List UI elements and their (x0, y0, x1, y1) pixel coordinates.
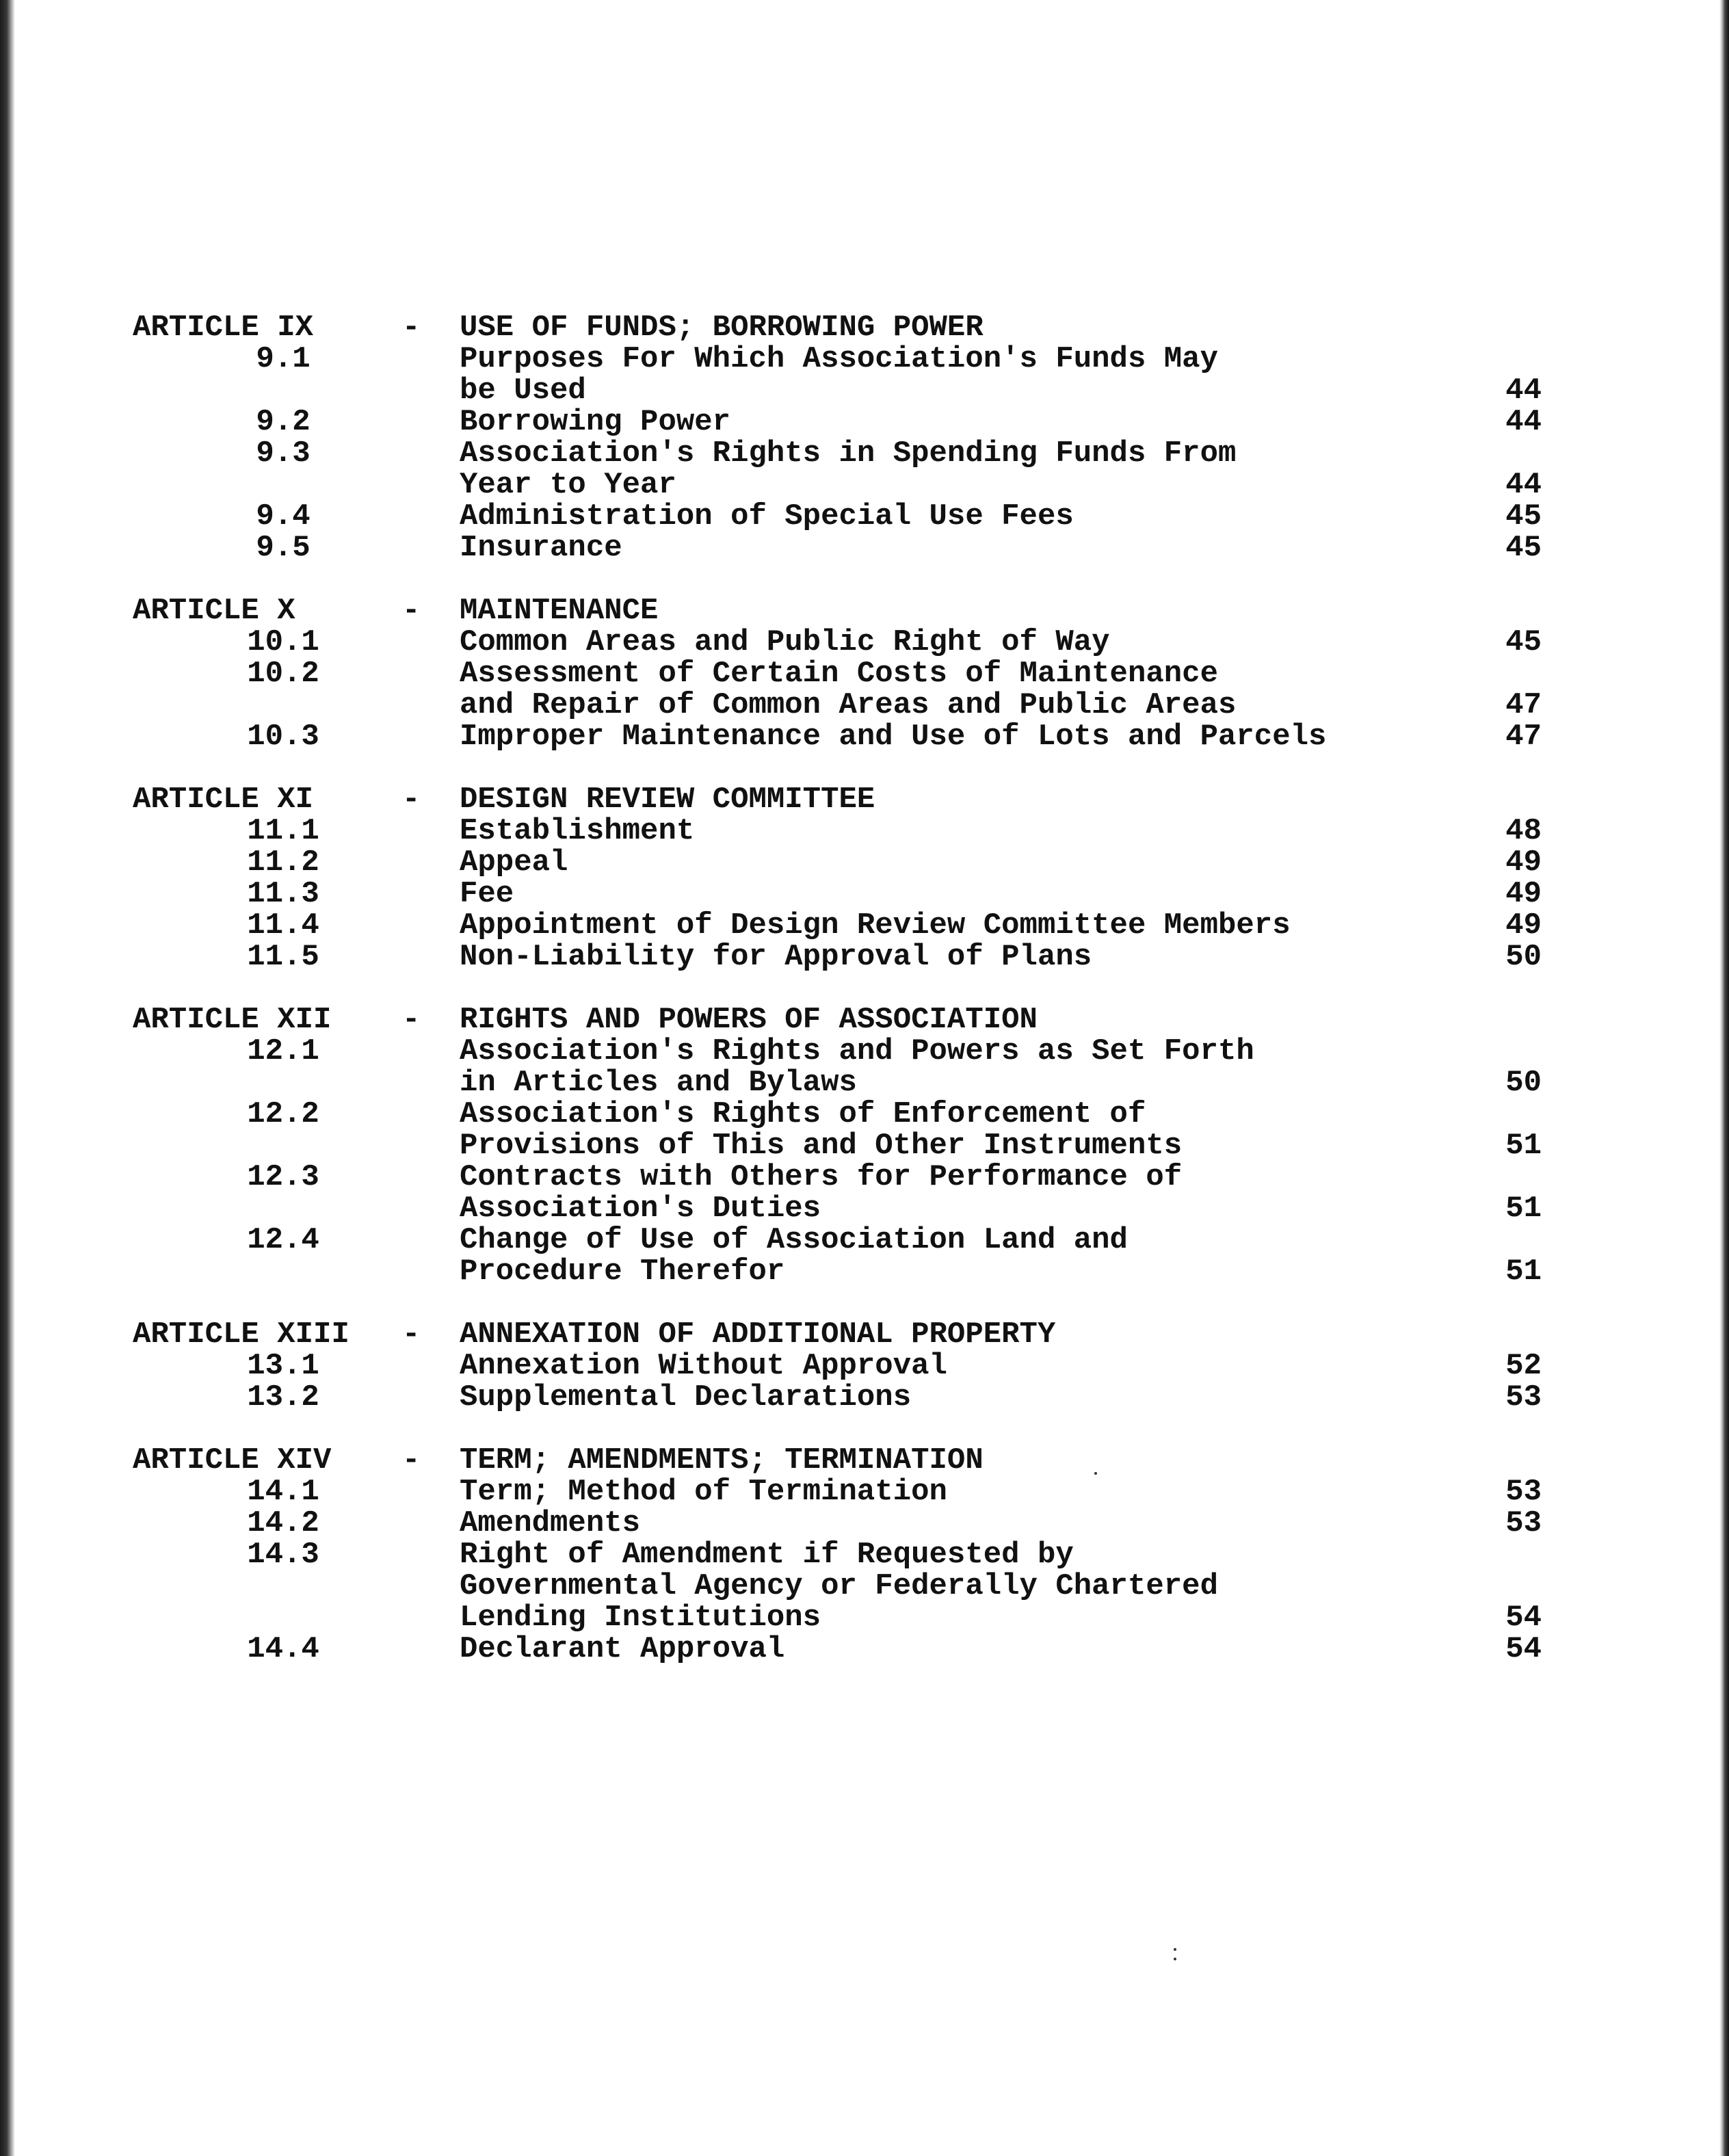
page-number: 45 (1505, 499, 1542, 534)
section-number: 11.5 (247, 940, 319, 974)
page-number: 49 (1505, 908, 1542, 943)
scan-speck (1174, 1958, 1176, 1960)
section-title: Supplemental Declarations (460, 1380, 912, 1415)
section-title: Amendments (460, 1506, 641, 1540)
section-row (133, 878, 1542, 910)
section-row (133, 1067, 1542, 1099)
section-number: 9.4 (256, 499, 311, 534)
section-row (133, 627, 1542, 658)
toc-article (133, 595, 1542, 752)
article-heading (133, 1004, 1542, 1036)
table-of-contents (133, 312, 1542, 1696)
section-number: 14.4 (247, 1632, 319, 1666)
article-label: ARTICLE XIV (133, 1443, 332, 1477)
article-title: USE OF FUNDS; BORROWING POWER (460, 311, 984, 345)
section-row (133, 1633, 1542, 1665)
page-number: 49 (1505, 877, 1542, 911)
section-title: Procedure Therefor (460, 1254, 785, 1289)
article-dash: - (402, 1443, 421, 1477)
section-row (133, 1602, 1542, 1633)
section-number: 10.1 (247, 625, 319, 659)
section-row (133, 532, 1542, 564)
section-row (133, 1161, 1542, 1193)
article-dash: - (402, 311, 421, 345)
article-label: ARTICLE XI (133, 783, 314, 817)
section-title: Assessment of Certain Costs of Maintenance (460, 657, 1218, 691)
page-number: 51 (1505, 1192, 1542, 1226)
section-number: 14.1 (247, 1475, 319, 1509)
section-title: Appointment of Design Review Committee Members (460, 908, 1291, 943)
page-number: 44 (1505, 373, 1542, 408)
scan-edge-left (0, 0, 15, 2156)
section-title: and Repair of Common Areas and Public Areas (460, 688, 1237, 722)
section-row (133, 1350, 1542, 1382)
page-number: 54 (1505, 1632, 1542, 1666)
section-row (133, 658, 1542, 689)
section-number: 12.2 (247, 1097, 319, 1131)
section-number: 14.2 (247, 1506, 319, 1540)
article-heading (133, 312, 1542, 343)
section-row (133, 1570, 1542, 1602)
article-dash: - (402, 594, 421, 628)
toc-article (133, 1004, 1542, 1287)
page-number: 45 (1505, 531, 1542, 565)
section-title: Administration of Special Use Fees (460, 499, 1074, 534)
section-title: Insurance (460, 531, 622, 565)
section-row (133, 1476, 1542, 1508)
section-title: Common Areas and Public Right of Way (460, 625, 1110, 659)
page-number: 51 (1505, 1254, 1542, 1289)
section-number: 11.2 (247, 845, 319, 880)
article-title: MAINTENANCE (460, 594, 659, 628)
article-title: TERM; AMENDMENTS; TERMINATION (460, 1443, 984, 1477)
section-title: Lending Institutions (460, 1601, 821, 1635)
section-title: Purposes For Which Association's Funds May (460, 342, 1218, 376)
section-row (133, 406, 1542, 438)
page-number: 52 (1505, 1349, 1542, 1383)
section-row (133, 469, 1542, 501)
article-heading (133, 1319, 1542, 1350)
section-title: Improper Maintenance and Use of Lots and Parcels (460, 720, 1327, 754)
section-number: 9.5 (256, 531, 311, 565)
article-dash: - (402, 1317, 421, 1352)
toc-article (133, 784, 1542, 973)
page-number: 44 (1505, 405, 1542, 439)
page-number: 50 (1505, 1066, 1542, 1100)
section-number: 9.2 (256, 405, 311, 439)
section-title: Appeal (460, 845, 568, 880)
section-title: Association's Duties (460, 1192, 821, 1226)
section-row (133, 1036, 1542, 1067)
section-title: Contracts with Others for Performance of (460, 1160, 1183, 1194)
section-number: 11.1 (247, 814, 319, 848)
section-number: 13.1 (247, 1349, 319, 1383)
section-title: Right of Amendment if Requested by (460, 1538, 1074, 1572)
article-dash: - (402, 783, 421, 817)
section-number: 11.3 (247, 877, 319, 911)
section-number: 12.3 (247, 1160, 319, 1194)
section-number: 11.4 (247, 908, 319, 943)
section-row (133, 721, 1542, 752)
section-title: Non-Liability for Approval of Plans (460, 940, 1092, 974)
section-row (133, 501, 1542, 532)
article-title: DESIGN REVIEW COMMITTEE (460, 783, 875, 817)
section-title: Governmental Agency or Federally Chartered (460, 1569, 1218, 1603)
article-heading (133, 595, 1542, 627)
section-number: 14.3 (247, 1538, 319, 1572)
section-title: Year to Year (460, 468, 676, 502)
section-row (133, 1382, 1542, 1413)
page-number: 47 (1505, 688, 1542, 722)
section-row (133, 689, 1542, 721)
section-row (133, 1224, 1542, 1256)
section-title: Annexation Without Approval (460, 1349, 947, 1383)
section-title: Association's Rights and Powers as Set Forth (460, 1034, 1254, 1068)
article-label: ARTICLE XII (133, 1003, 332, 1037)
article-label: ARTICLE X (133, 594, 295, 628)
scan-speck (1174, 1948, 1176, 1951)
article-title: RIGHTS AND POWERS OF ASSOCIATION (460, 1003, 1038, 1037)
page-number: 49 (1505, 845, 1542, 880)
section-title: Establishment (460, 814, 695, 848)
section-number: 9.1 (256, 342, 311, 376)
section-title: Declarant Approval (460, 1632, 785, 1666)
page-number: 53 (1505, 1380, 1542, 1415)
toc-article (133, 1319, 1542, 1413)
section-title: be Used (460, 373, 586, 408)
section-row (133, 815, 1542, 847)
page-number: 50 (1505, 940, 1542, 974)
section-row (133, 438, 1542, 469)
section-title: Provisions of This and Other Instruments (460, 1129, 1183, 1163)
article-label: ARTICLE XIII (133, 1317, 349, 1352)
section-title: Association's Rights of Enforcement of (460, 1097, 1146, 1131)
section-row (133, 1508, 1542, 1539)
section-title: Change of Use of Association Land and (460, 1223, 1128, 1257)
article-title: ANNEXATION OF ADDITIONAL PROPERTY (460, 1317, 1056, 1352)
section-row (133, 1539, 1542, 1570)
article-heading (133, 1445, 1542, 1476)
section-title: Borrowing Power (460, 405, 731, 439)
section-row (133, 1256, 1542, 1287)
section-row (133, 1193, 1542, 1224)
page-number: 48 (1505, 814, 1542, 848)
page-number: 47 (1505, 720, 1542, 754)
page-number: 51 (1505, 1129, 1542, 1163)
section-row (133, 343, 1542, 375)
section-title: in Articles and Bylaws (460, 1066, 857, 1100)
page-number: 44 (1505, 468, 1542, 502)
section-row (133, 847, 1542, 878)
section-title: Term; Method of Termination (460, 1475, 947, 1509)
section-number: 9.3 (256, 436, 311, 471)
section-row (133, 375, 1542, 406)
article-heading (133, 784, 1542, 815)
toc-article (133, 1445, 1542, 1665)
section-number: 12.4 (247, 1223, 319, 1257)
section-row (133, 910, 1542, 941)
section-number: 10.3 (247, 720, 319, 754)
scan-edge-right (1719, 0, 1729, 2156)
page-number: 53 (1505, 1475, 1542, 1509)
toc-article (133, 312, 1542, 564)
section-number: 10.2 (247, 657, 319, 691)
article-dash: - (402, 1003, 421, 1037)
page-number: 54 (1505, 1601, 1542, 1635)
section-number: 12.1 (247, 1034, 319, 1068)
section-number: 13.2 (247, 1380, 319, 1415)
article-label: ARTICLE IX (133, 311, 314, 345)
page-number: 53 (1505, 1506, 1542, 1540)
section-row (133, 1130, 1542, 1161)
page-number: 45 (1505, 625, 1542, 659)
section-row (133, 941, 1542, 973)
section-title: Association's Rights in Spending Funds From (460, 436, 1237, 471)
section-title: Fee (460, 877, 514, 911)
section-row (133, 1099, 1542, 1130)
